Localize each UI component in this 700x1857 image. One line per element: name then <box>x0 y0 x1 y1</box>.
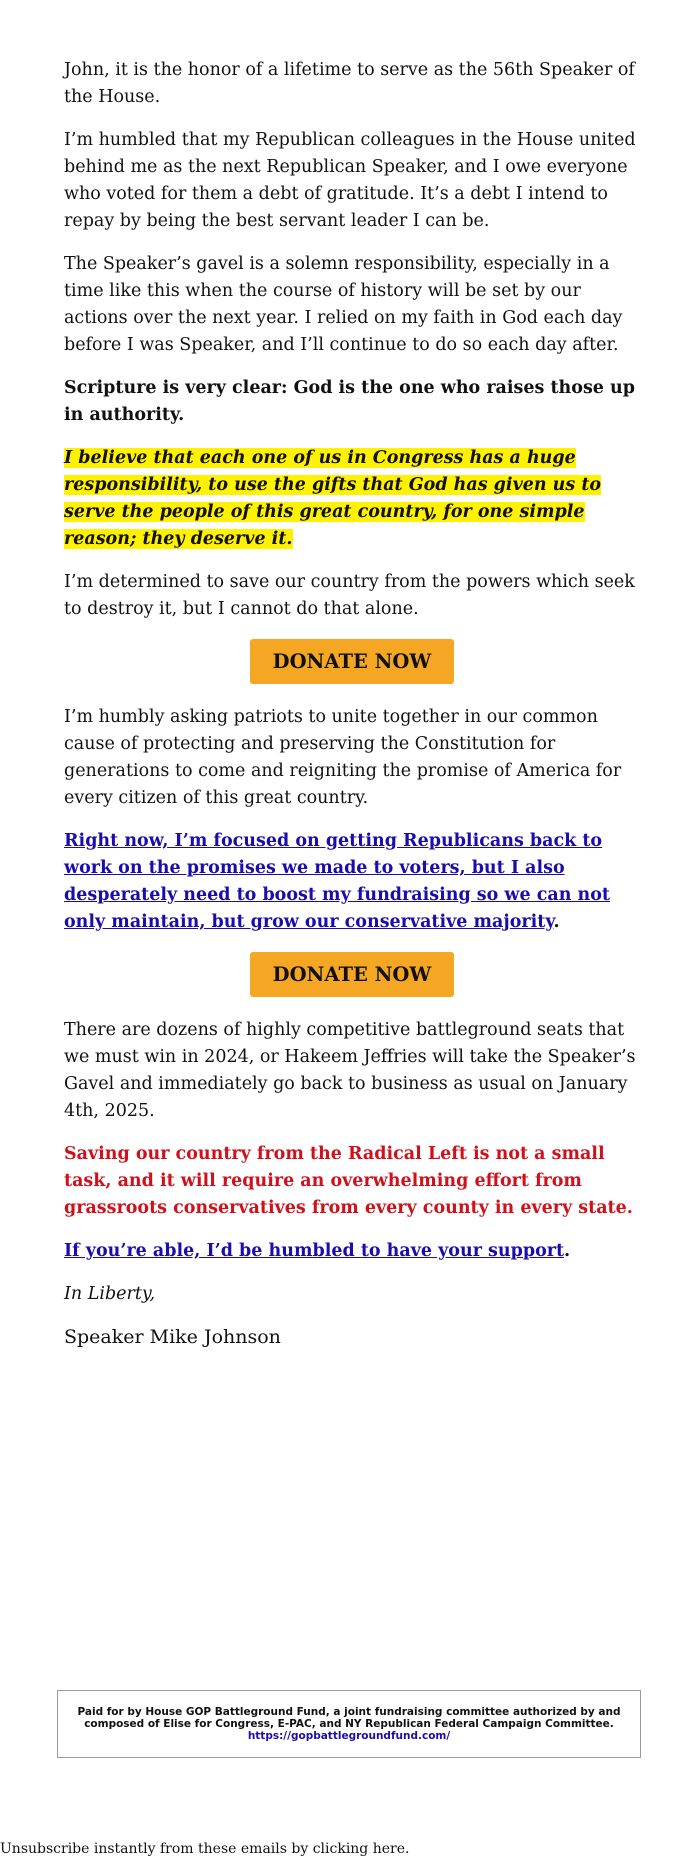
donate-button-wrapper-2 <box>64 952 640 997</box>
fundraising-period: . <box>553 912 560 932</box>
donate-now-button-2[interactable]: DONATE NOW <box>250 952 454 997</box>
battleground-paragraph: There are dozens of highly competitive battleground seats that we must win in 2024, or Hakeem Jeffries will take the Speaker’s Gavel and immediately go back to business as usual on January 4th, 2025. <box>64 1020 636 1121</box>
email-body <box>64 57 640 1367</box>
scripture-paragraph: Scripture is very clear: God is the one who raises those up in authority. <box>64 378 635 425</box>
unsubscribe-link[interactable]: Unsubscribe instantly from these emails by clicking here. <box>0 1841 410 1857</box>
signature: Speaker Mike Johnson <box>64 1326 281 1348</box>
donate-button-wrapper-1 <box>64 639 640 684</box>
support-link[interactable]: If you’re able, I’d be humbled to have your support <box>64 1241 565 1261</box>
fundraising-paragraph <box>64 828 640 936</box>
intro-paragraph: John, it is the honor of a lifetime to serve as the 56th Speaker of the House. <box>64 60 635 107</box>
fundraising-link[interactable]: Right now, I’m focused on getting Republicans back to work on the promises we made to voters, but I also desperately need to boost my fundraising so we can not only maintain, but grow our conservative majority <box>64 831 611 932</box>
humbled-paragraph: I’m humbled that my Republican colleagues in the House united behind me as the next Republican Speaker, and I owe everyone who voted for them a debt of gratitude. It’s a debt I intend to repay by being the best servant leader I can be. <box>64 130 636 231</box>
support-paragraph <box>64 1238 640 1265</box>
support-period: . <box>564 1241 571 1261</box>
radical-left-paragraph: Saving our country from the Radical Left is not a small task, and it will require an overwhelming effort from grassroots conservatives from every county in every state. <box>64 1144 633 1218</box>
patriots-paragraph: I’m humbly asking patriots to unite together in our common cause of protecting and preserving the Constitution for generations to come and reigniting the promise of America for every citizen of this great country. <box>64 707 622 808</box>
highlighted-text: I believe that each one of us in Congress has a huge responsibility, to use the gifts that God has given us to serve the people of this great country, for one simple reason; they deserve it. <box>64 448 602 549</box>
determined-paragraph: I’m determined to save our country from the powers which seek to destroy it, but I cannot do that alone. <box>64 572 635 619</box>
paid-for-text: Paid for by House GOP Battleground Fund, a joint fundraising committee authorized by and composed of Elise for Congress, E-PAC, and NY Republican Federal Campaign Committee. <box>77 1706 621 1730</box>
closing: In Liberty, <box>64 1284 156 1304</box>
disclaimer-box <box>57 1690 641 1758</box>
highlighted-paragraph <box>64 445 640 553</box>
website-link[interactable]: https://gopbattlegroundfund.com/ <box>247 1730 451 1742</box>
donate-now-button-1[interactable]: DONATE NOW <box>250 639 454 684</box>
gavel-paragraph: The Speaker’s gavel is a solemn responsibility, especially in a time like this when the course of history will be set by our actions over the next year. I relied on my faith in God each day before I was Speaker, and I’ll continue to do so each day after. <box>64 254 623 355</box>
